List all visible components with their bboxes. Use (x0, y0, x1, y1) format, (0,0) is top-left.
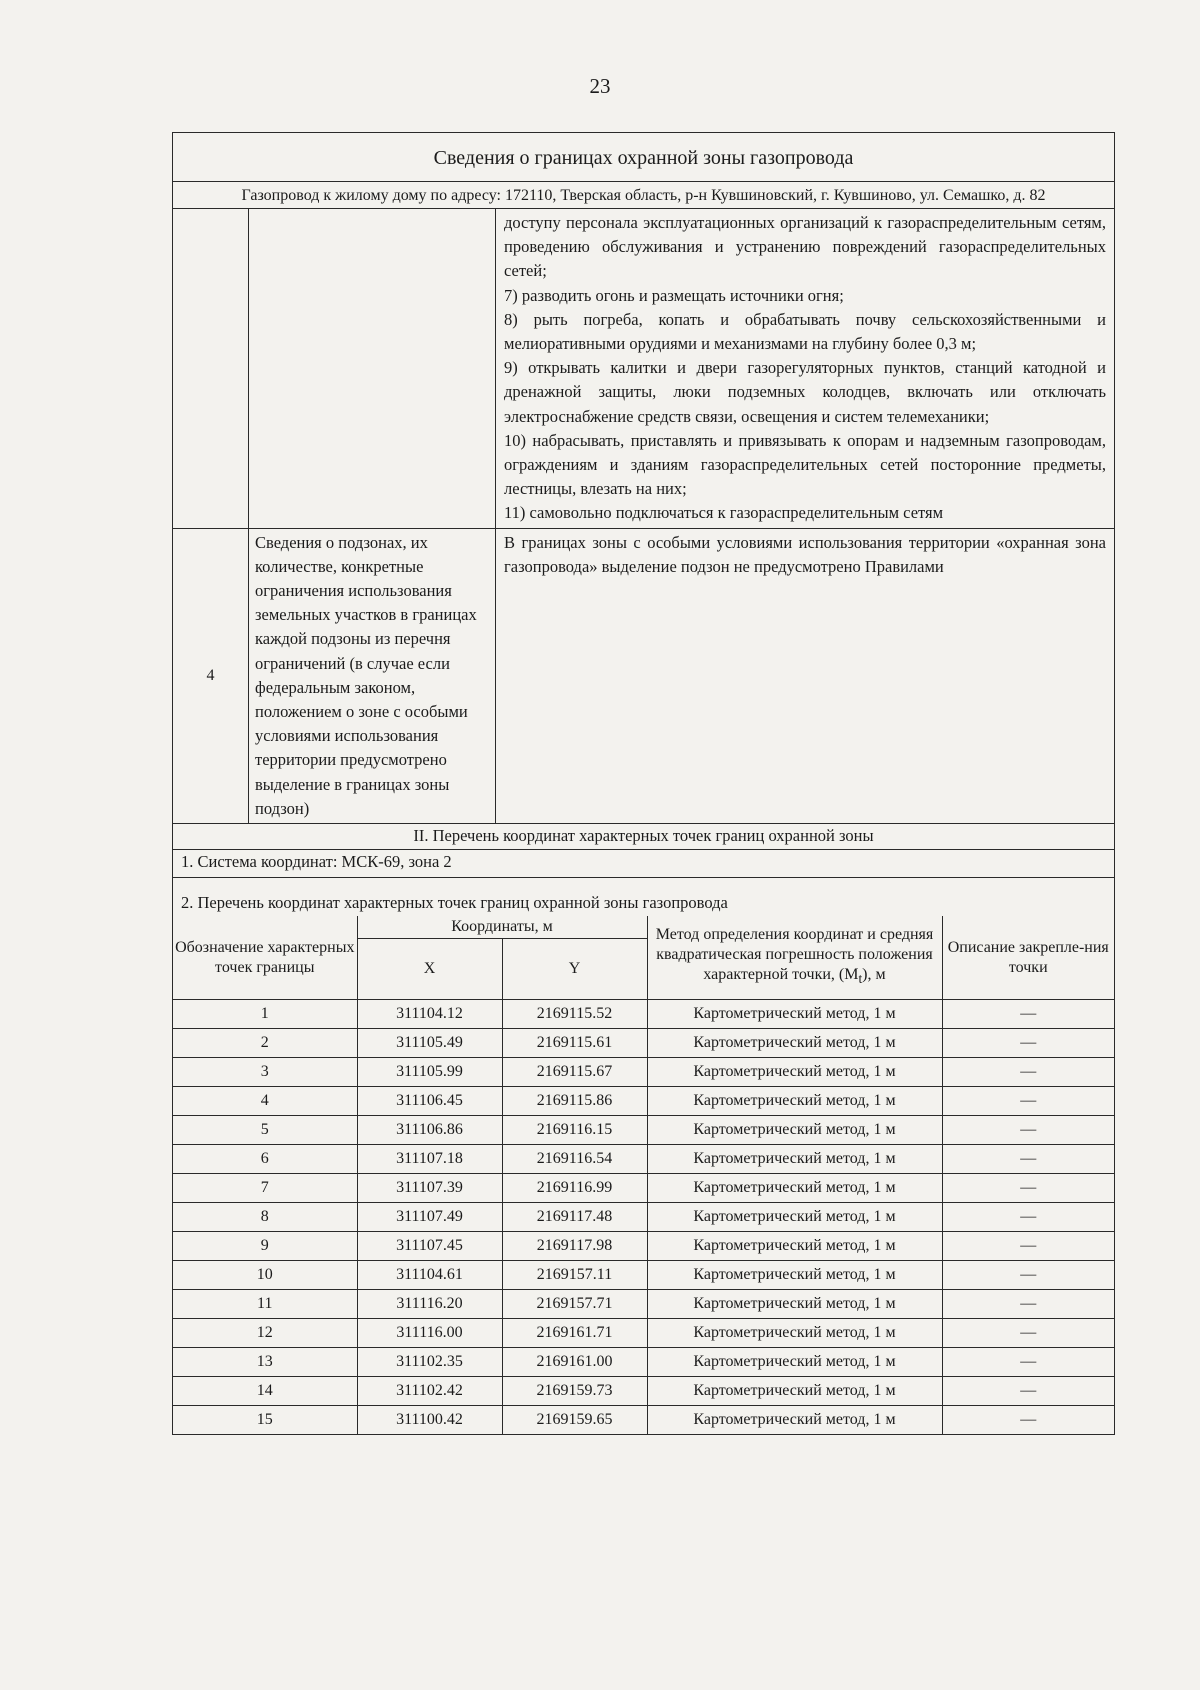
header-method (647, 916, 942, 1000)
y-coordinate-cell: 2169116.15 (502, 1116, 647, 1145)
x-coordinate-cell: 311116.00 (357, 1319, 502, 1348)
y-coordinate-cell: 2169159.65 (502, 1406, 647, 1435)
y-coordinate-cell: 2169117.98 (502, 1232, 647, 1261)
point-number-cell: 14 (173, 1377, 357, 1406)
x-coordinate-cell: 311100.42 (357, 1406, 502, 1435)
y-coordinate-cell: 2169115.61 (502, 1029, 647, 1058)
method-cell: Картометрический метод, 1 м (647, 1000, 942, 1029)
point-number-cell: 3 (173, 1058, 357, 1087)
table-row (173, 1087, 1114, 1116)
table-row (173, 1174, 1114, 1203)
point-number-cell: 15 (173, 1406, 357, 1435)
fixing-cell: — (942, 1348, 1114, 1377)
fixing-cell: — (942, 1290, 1114, 1319)
y-coordinate-cell: 2169117.48 (502, 1203, 647, 1232)
table-row (173, 1290, 1114, 1319)
method-cell: Картометрический метод, 1 м (647, 1348, 942, 1377)
table-row (173, 1261, 1114, 1290)
point-number-cell: 4 (173, 1087, 357, 1116)
section-2-heading: II. Перечень координат характерных точек границ охранной зоны (173, 824, 1114, 850)
method-cell: Картометрический метод, 1 м (647, 1116, 942, 1145)
table-row (173, 1377, 1114, 1406)
points-list-title: 2. Перечень координат характерных точек границ охранной зоны газопровода (181, 893, 728, 913)
point-number-cell: 11 (173, 1290, 357, 1319)
x-coordinate-cell: 311102.42 (357, 1377, 502, 1406)
table-row (173, 1145, 1114, 1174)
restrictions-list (496, 209, 1114, 528)
x-coordinate-cell: 311107.39 (357, 1174, 502, 1203)
method-cell: Картометрический метод, 1 м (647, 1232, 942, 1261)
x-coordinate-cell: 311104.12 (357, 1000, 502, 1029)
header-fixing: Описание закрепле-ния точки (942, 916, 1114, 1000)
method-cell: Картометрический метод, 1 м (647, 1174, 942, 1203)
point-number-cell: 13 (173, 1348, 357, 1377)
method-cell: Картометрический метод, 1 м (647, 1087, 942, 1116)
table-row (173, 1203, 1114, 1232)
method-cell: Картометрический метод, 1 м (647, 1261, 942, 1290)
restriction-paragraph: 7) разводить огонь и размещать источники огня; (504, 285, 844, 305)
restriction-paragraph: доступу персонала эксплуатационных организаций к газораспределительным сетям, проведению обслуживания и устранению повреждений газораспределительных сетей; (504, 213, 1106, 281)
x-coordinate-cell: 311106.86 (357, 1116, 502, 1145)
fixing-cell: — (942, 1029, 1114, 1058)
row-number-cell-empty (173, 209, 249, 528)
header-point: Обозначение характерных точек границы (173, 916, 357, 1000)
point-number-cell: 9 (173, 1232, 357, 1261)
y-coordinate-cell: 2169161.71 (502, 1319, 647, 1348)
table-row (173, 1232, 1114, 1261)
x-coordinate-cell: 311106.45 (357, 1087, 502, 1116)
fixing-cell: — (942, 1145, 1114, 1174)
x-coordinate-cell: 311104.61 (357, 1261, 502, 1290)
table-row (173, 1116, 1114, 1145)
y-coordinate-cell: 2169159.73 (502, 1377, 647, 1406)
y-coordinate-cell: 2169115.86 (502, 1087, 647, 1116)
header-y: Y (502, 939, 647, 1000)
table-row (173, 1348, 1114, 1377)
method-cell: Картометрический метод, 1 м (647, 1290, 942, 1319)
x-coordinate-cell: 311107.49 (357, 1203, 502, 1232)
point-number-cell: 5 (173, 1116, 357, 1145)
gas-pipeline-address: Газопровод к жилому дому по адресу: 172110, Тверская область, р-н Кувшиновский, г. Кувшиново, ул. Семашко, д. 82 (173, 182, 1114, 209)
point-number-cell: 6 (173, 1145, 357, 1174)
restriction-paragraph: 10) набрасывать, приставлять и привязывать к опорам и надземным газопроводам, ограждениям и зданиям газораспределительных сетей посторонние предметы, лестницы, влезать на них; (504, 430, 1106, 499)
table-row (173, 1058, 1114, 1087)
form-title: Сведения о границах охранной зоны газопровода (173, 133, 1114, 182)
header-method-text: Метод определения координат и средняя квадратическая погрешность положения характерной точки, (M (655, 926, 934, 984)
fixing-cell: — (942, 1058, 1114, 1087)
y-coordinate-cell: 2169161.00 (502, 1348, 647, 1377)
x-coordinate-cell: 311102.35 (357, 1348, 502, 1377)
fixing-cell: — (942, 1319, 1114, 1348)
method-cell: Картометрический метод, 1 м (647, 1058, 942, 1087)
y-coordinate-cell: 2169116.99 (502, 1174, 647, 1203)
fixing-cell: — (942, 1174, 1114, 1203)
restriction-paragraph: 11) самовольно подключаться к газораспределительным сетям (504, 503, 944, 523)
point-number-cell: 1 (173, 1000, 357, 1029)
point-number-cell: 8 (173, 1203, 357, 1232)
coordinates-table (173, 916, 1114, 1434)
fixing-cell: — (942, 1406, 1114, 1435)
fixing-cell: — (942, 1000, 1114, 1029)
restriction-paragraph: 9) открывать калитки и двери газорегуляторных пунктов, станций катодной и дренажной защиты, люки подземных колодцев, включать или отключать электроснабжение средств связи, освещения и систем телемеханики; (504, 358, 1106, 426)
row-name-cell-empty (249, 209, 496, 528)
subzones-label: Сведения о подзонах, их количестве, конкретные ограничения использования земельных участков в границах каждой подзоны из перечня ограничений (в случае если федеральным законом, положением о зоне с особыми условиями использования территории предусмотрено выделение в границах зоны подзон) (249, 529, 496, 823)
point-number-cell: 10 (173, 1261, 357, 1290)
restriction-paragraph: 8) рыть погреба, копать и обрабатывать почву сельскохозяйственными и мелиоративными орудиями и механизмами на глубину более 0,3 м; (504, 309, 1106, 354)
x-coordinate-cell: 311105.99 (357, 1058, 502, 1087)
fixing-cell: — (942, 1203, 1114, 1232)
coordinate-system: 1. Система координат: МСК-69, зона 2 (173, 850, 1114, 878)
method-cell: Картометрический метод, 1 м (647, 1377, 942, 1406)
table-row (173, 1029, 1114, 1058)
x-coordinate-cell: 311107.18 (357, 1145, 502, 1174)
point-number-cell: 12 (173, 1319, 357, 1348)
y-coordinate-cell: 2169115.67 (502, 1058, 647, 1087)
point-number-cell: 7 (173, 1174, 357, 1203)
table-row (173, 1406, 1114, 1435)
fixing-cell: — (942, 1261, 1114, 1290)
subzones-row (173, 529, 1114, 824)
fixing-cell: — (942, 1377, 1114, 1406)
x-coordinate-cell: 311105.49 (357, 1029, 502, 1058)
page-number: 23 (589, 74, 611, 98)
y-coordinate-cell: 2169157.11 (502, 1261, 647, 1290)
x-coordinate-cell: 311116.20 (357, 1290, 502, 1319)
zone-info-form (172, 132, 1115, 1435)
subzones-text: В границах зоны с особыми условиями использования территории «охранная зона газопровода» выделение подзон не предусмотрено Правилами (504, 532, 1106, 576)
table-row (173, 1000, 1114, 1029)
fixing-cell: — (942, 1232, 1114, 1261)
y-coordinate-cell: 2169116.54 (502, 1145, 647, 1174)
method-cell: Картометрический метод, 1 м (647, 1319, 942, 1348)
y-coordinate-cell: 2169115.52 (502, 1000, 647, 1029)
header-coords: Координаты, м (357, 916, 647, 939)
header-method-tail: ), м (862, 966, 886, 984)
header-x: X (357, 939, 502, 1000)
table-row (173, 1319, 1114, 1348)
method-cell: Картометрический метод, 1 м (647, 1406, 942, 1435)
method-cell: Картометрический метод, 1 м (647, 1145, 942, 1174)
fixing-cell: — (942, 1087, 1114, 1116)
header-method-subscript: t (858, 971, 863, 987)
y-coordinate-cell: 2169157.71 (502, 1290, 647, 1319)
fixing-cell: — (942, 1116, 1114, 1145)
point-number-cell: 2 (173, 1029, 357, 1058)
x-coordinate-cell: 311107.45 (357, 1232, 502, 1261)
method-cell: Картометрический метод, 1 м (647, 1203, 942, 1232)
row-number: 4 (173, 529, 249, 823)
method-cell: Картометрический метод, 1 м (647, 1029, 942, 1058)
restrictions-continued-row (173, 209, 1114, 529)
